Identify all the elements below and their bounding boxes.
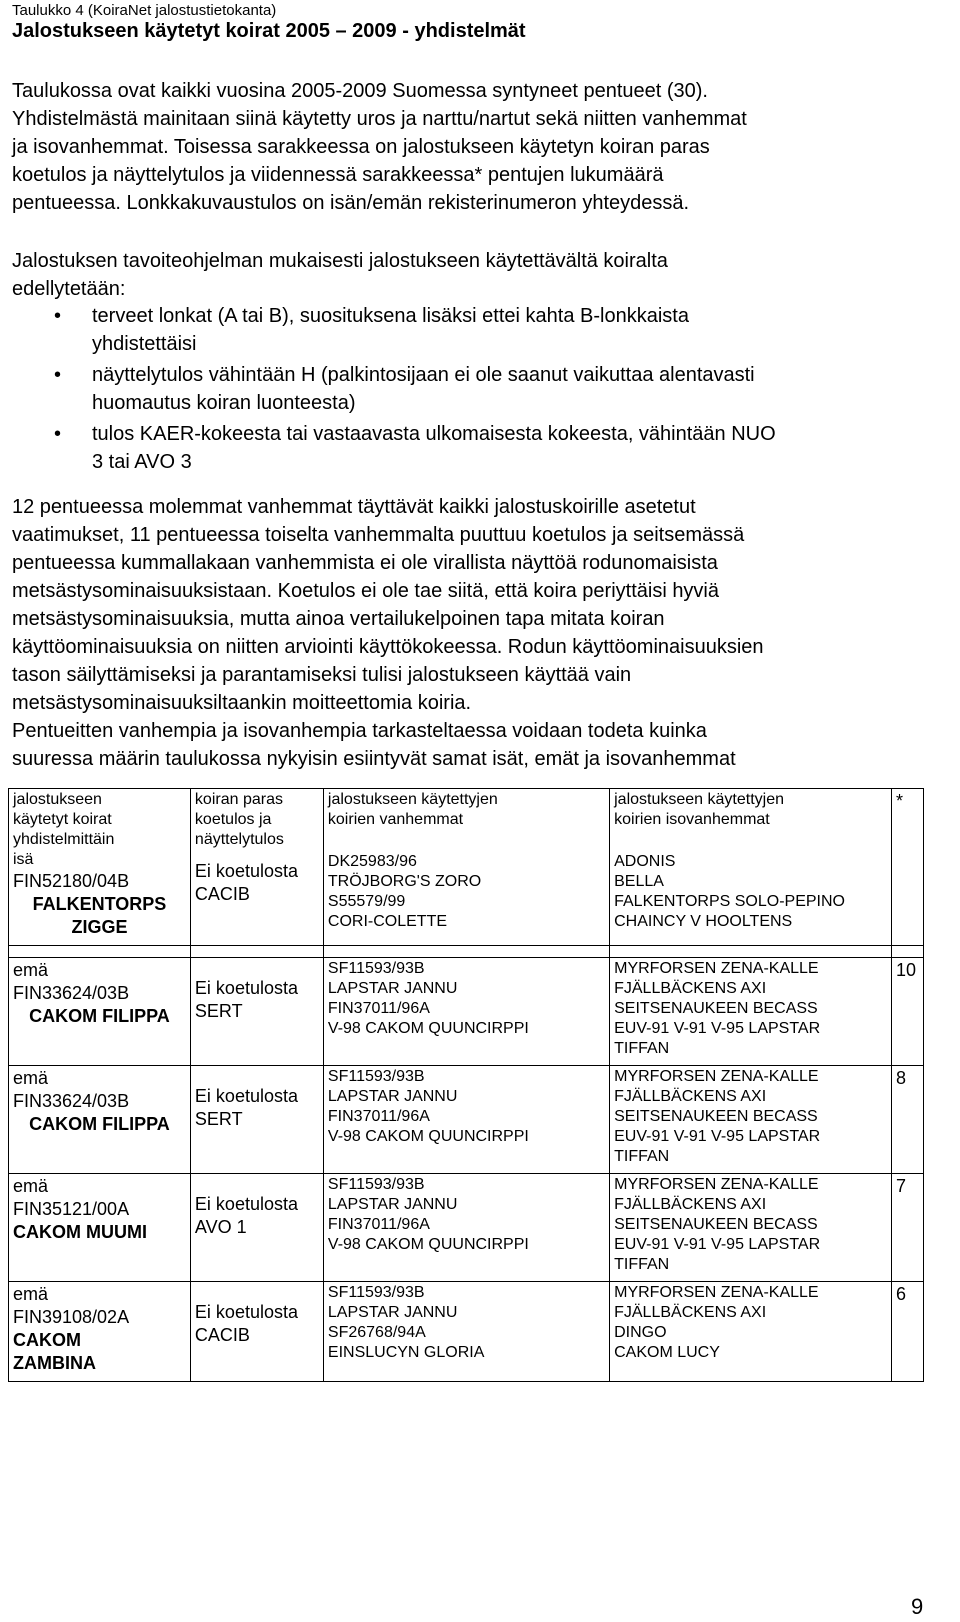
cell-puppy-count — [892, 1066, 924, 1174]
grandparent-text: CAKOM LUCY — [614, 1344, 720, 1361]
cell-dam-parents — [323, 1066, 609, 1174]
cell-dam-grandparents — [610, 958, 892, 1066]
parent-text: SF11593/93B — [327, 1284, 425, 1301]
puppy-count: 8 — [896, 1068, 907, 1088]
dog-name: FALKENTORPS — [32, 894, 167, 914]
header-text: yhdistelmittäin — [13, 831, 115, 848]
puppy-count: 10 — [896, 960, 917, 980]
text-line: Taulukossa ovat kaikki vuosina 2005-2009 Suomessa syntyneet pentueet (30). — [12, 80, 708, 102]
text-line: Yhdistelmästä mainitaan siinä käytetty uros ja narttu/nartut sekä niitten vanhemmat — [12, 108, 747, 130]
grandparent-text: MYRFORSEN ZENA-KALLE — [614, 960, 819, 977]
grandparent-text: TIFFAN — [614, 1256, 670, 1273]
text-line: edellytetään: — [12, 278, 126, 300]
role-label: emä — [13, 1284, 49, 1304]
page-number: 9 — [911, 1594, 924, 1619]
text-line: koetulos ja näyttelytulos ja viidennessä sarakkeessa* pentujen lukumäärä — [12, 164, 664, 186]
grandparent-text: FALKENTORPS SOLO-PEPINO — [614, 893, 845, 910]
grandparent-text: EUV-91 V-91 V-95 LAPSTAR — [614, 1236, 821, 1253]
grandparent-text: TIFFAN — [614, 1148, 670, 1165]
text-line: yhdistettäisi — [92, 333, 197, 355]
grandparent-text: CHAINCY V HOOLTENS — [614, 913, 793, 930]
table-row-sire — [9, 789, 924, 946]
cell-dam-grandparents — [610, 1066, 892, 1174]
result-text: SERT — [194, 1001, 243, 1021]
dog-name: CAKOM FILIPPA — [29, 1114, 170, 1134]
text-line: näyttelytulos vähintään H (palkintosijaan ei ole saanut vaikuttaa alentavasti — [92, 364, 755, 386]
text-line: metsästysominaisuuksiltaankin moitteettomia koiria. — [12, 692, 472, 714]
table-row-dam — [9, 1174, 924, 1282]
result-text: Ei koetulosta — [194, 1086, 298, 1106]
header-text: jalostukseen — [13, 791, 102, 808]
dog-name: CAKOM MUUMI — [13, 1222, 147, 1242]
cell-dam-dog — [9, 1066, 191, 1174]
header-text: koiran paras — [194, 791, 283, 808]
parent-text: SF11593/93B — [327, 1176, 425, 1193]
cell-puppy-count — [892, 958, 924, 1066]
role-label: isä — [13, 851, 34, 868]
text-line: käyttöominaisuuksia on niitten arviointi käyttökokeessa. Rodun käyttöominaisuuksien — [12, 636, 764, 658]
bullet-icon: • — [54, 423, 62, 445]
grandparent-text: MYRFORSEN ZENA-KALLE — [614, 1284, 819, 1301]
requirements-intro — [12, 247, 917, 303]
header-text: koetulos ja — [194, 811, 272, 828]
text-line: ja isovanhemmat. Toisessa sarakkeessa on jalostukseen käytetyn koiran paras — [12, 136, 710, 158]
cell-dam-parents — [323, 958, 609, 1066]
grandparent-text: DINGO — [614, 1324, 667, 1341]
cell-count-header — [892, 789, 924, 946]
grandparent-text: FJÄLLBÄCKENS AXI — [614, 1196, 767, 1213]
cell-dam-results — [190, 1282, 323, 1382]
cell-dam-results — [190, 1066, 323, 1174]
text-line: 12 pentueessa molemmat vanhemmat täyttävät kaikki jalostuskoirille asetetut — [12, 496, 696, 518]
cell-dam-results — [190, 958, 323, 1066]
text-line: 3 tai AVO 3 — [92, 451, 192, 473]
puppy-count: 6 — [896, 1284, 907, 1304]
requirements-list — [12, 302, 927, 479]
grandparent-text: MYRFORSEN ZENA-KALLE — [614, 1176, 819, 1193]
parent-text: SF26768/94A — [327, 1324, 426, 1341]
text-line: huomautus koiran luonteesta) — [92, 392, 356, 414]
parent-text: LAPSTAR JANNU — [327, 1088, 458, 1105]
grandparent-text: SEITSENAUKEEN BECASS — [614, 1000, 818, 1017]
grandparent-text: BELLA — [614, 873, 664, 890]
text-line: vaatimukset, 11 pentueessa toiselta vanhemmalta puuttuu koetulos ja seitsemässä — [12, 524, 745, 546]
reg-number: FIN33624/03B — [13, 1091, 130, 1111]
result-text: Ei koetulosta — [194, 1194, 298, 1214]
role-label: emä — [13, 960, 49, 980]
parent-text: V-98 CAKOM QUUNCIRPPI — [327, 1020, 529, 1037]
text-line: pentueessa kummallakaan vanhemmista ei ole virallista näyttöä rodunomaisista — [12, 552, 718, 574]
result-text: Ei koetulosta — [194, 978, 298, 998]
parent-text: SF11593/93B — [327, 960, 425, 977]
cell-sire-dog — [9, 789, 191, 946]
parent-text: LAPSTAR JANNU — [327, 980, 458, 997]
parent-text: FIN37011/96A — [327, 1216, 430, 1233]
grandparent-text: FJÄLLBÄCKENS AXI — [614, 1088, 767, 1105]
text-line: terveet lonkat (A tai B), suosituksena lisäksi ettei kahta B-lonkkaista — [92, 305, 689, 327]
text-line: metsästysominaisuuksia, mutta ainoa vertailukelpoinen tapa mitata koiran — [12, 608, 665, 630]
reg-number: FIN33624/03B — [13, 983, 130, 1003]
cell-dam-dog — [9, 1282, 191, 1382]
grandparent-text: EUV-91 V-91 V-95 LAPSTAR — [614, 1128, 821, 1145]
text-line: Jalostuksen tavoiteohjelman mukaisesti jalostukseen käytettävältä koiralta — [12, 250, 668, 272]
cell-puppy-count — [892, 1174, 924, 1282]
bullet-icon: • — [54, 364, 62, 386]
header-text: koirien vanhemmat — [327, 811, 464, 828]
grandparent-text: FJÄLLBÄCKENS AXI — [614, 1304, 767, 1321]
puppy-count: 7 — [896, 1176, 907, 1196]
cell-sire-grandparents — [610, 789, 892, 946]
header-text: jalostukseen käytettyjen — [614, 791, 784, 808]
grandparent-text: ADONIS — [614, 853, 676, 870]
dog-name: ZIGGE — [71, 917, 128, 937]
header-text: jalostukseen käytettyjen — [327, 791, 498, 808]
cell-dam-dog — [9, 958, 191, 1066]
table-caption: Taulukko 4 (KoiraNet jalostustietokanta) — [12, 2, 277, 19]
page-title: Jalostukseen käytetyt koirat 2005 – 2009 - yhdistelmät — [12, 20, 526, 42]
reg-number: FIN39108/02A — [13, 1307, 130, 1327]
parent-text: LAPSTAR JANNU — [327, 1304, 458, 1321]
cell-sire-results — [190, 789, 323, 946]
table-spacer-row — [9, 946, 924, 958]
cell-dam-parents — [323, 1282, 609, 1382]
table-row-dam — [9, 1282, 924, 1382]
result-text: AVO 1 — [194, 1217, 247, 1237]
result-text: CACIB — [194, 884, 250, 904]
reg-number: FIN35121/00A — [13, 1199, 130, 1219]
parent-text: V-98 CAKOM QUUNCIRPPI — [327, 1236, 529, 1253]
result-text: Ei koetulosta — [194, 861, 298, 881]
parent-text: CORI-COLETTE — [327, 913, 448, 930]
reg-number: FIN52180/04B — [13, 871, 130, 891]
requirement-item — [12, 361, 927, 417]
intro-paragraph — [12, 77, 917, 217]
body-paragraph — [12, 493, 927, 773]
parent-text: TRÖJBORG'S ZORO — [327, 873, 482, 890]
cell-puppy-count — [892, 1282, 924, 1382]
grandparent-text: SEITSENAUKEEN BECASS — [614, 1108, 818, 1125]
parent-text: S55579/99 — [327, 893, 406, 910]
result-text: CACIB — [194, 1325, 250, 1345]
cell-dam-parents — [323, 1174, 609, 1282]
dog-name: CAKOM — [13, 1330, 81, 1350]
grandparent-text: EUV-91 V-91 V-95 LAPSTAR — [614, 1020, 821, 1037]
requirement-item — [12, 302, 927, 358]
grandparent-text: TIFFAN — [614, 1040, 670, 1057]
parent-text: SF11593/93B — [327, 1068, 425, 1085]
cell-dam-results — [190, 1174, 323, 1282]
header-text: näyttelytulos — [194, 831, 284, 848]
cell-dam-grandparents — [610, 1282, 892, 1382]
breeding-table — [8, 788, 924, 1382]
table-row-dam — [9, 958, 924, 1066]
parent-text: FIN37011/96A — [327, 1000, 430, 1017]
parent-text: V-98 CAKOM QUUNCIRPPI — [327, 1128, 529, 1145]
cell-sire-parents — [323, 789, 609, 946]
role-label: emä — [13, 1176, 49, 1196]
parent-text: DK25983/96 — [327, 853, 417, 870]
grandparent-text: SEITSENAUKEEN BECASS — [614, 1216, 818, 1233]
parent-text: EINSLUCYN GLORIA — [327, 1344, 485, 1361]
text-line: tason säilyttämiseksi ja parantamiseksi tulisi jalostukseen käyttää vain — [12, 664, 632, 686]
role-label: emä — [13, 1068, 49, 1088]
text-line: Pentueitten vanhempia ja isovanhempia tarkasteltaessa voidaan todeta kuinka — [12, 720, 707, 742]
header-text: käytetyt koirat — [13, 811, 112, 828]
text-line: suuressa määrin taulukossa nykyisin esiintyvät samat isät, emät ja isovanhemmat — [12, 748, 736, 770]
requirement-item — [12, 420, 927, 476]
grandparent-text: FJÄLLBÄCKENS AXI — [614, 980, 767, 997]
result-text: SERT — [194, 1109, 243, 1129]
cell-dam-grandparents — [610, 1174, 892, 1282]
dog-name: CAKOM FILIPPA — [29, 1006, 170, 1026]
bullet-icon: • — [54, 305, 62, 327]
text-line: pentueessa. Lonkkakuvaustulos on isän/emän rekisterinumeron yhteydessä. — [12, 192, 690, 214]
dog-name: ZAMBINA — [13, 1353, 96, 1373]
table-row-dam — [9, 1066, 924, 1174]
header-text: koirien isovanhemmat — [614, 811, 770, 828]
text-line: metsästysominaisuuksistaan. Koetulos ei ole tae siitä, että koira periyttäisi hyviä — [12, 580, 720, 602]
parent-text: FIN37011/96A — [327, 1108, 430, 1125]
parent-text: LAPSTAR JANNU — [327, 1196, 458, 1213]
cell-dam-dog — [9, 1174, 191, 1282]
grandparent-text: MYRFORSEN ZENA-KALLE — [614, 1068, 819, 1085]
result-text: Ei koetulosta — [194, 1302, 298, 1322]
text-line: tulos KAER-kokeesta tai vastaavasta ulkomaisesta kokeesta, vähintään NUO — [92, 423, 776, 445]
count-header: * — [896, 791, 904, 811]
